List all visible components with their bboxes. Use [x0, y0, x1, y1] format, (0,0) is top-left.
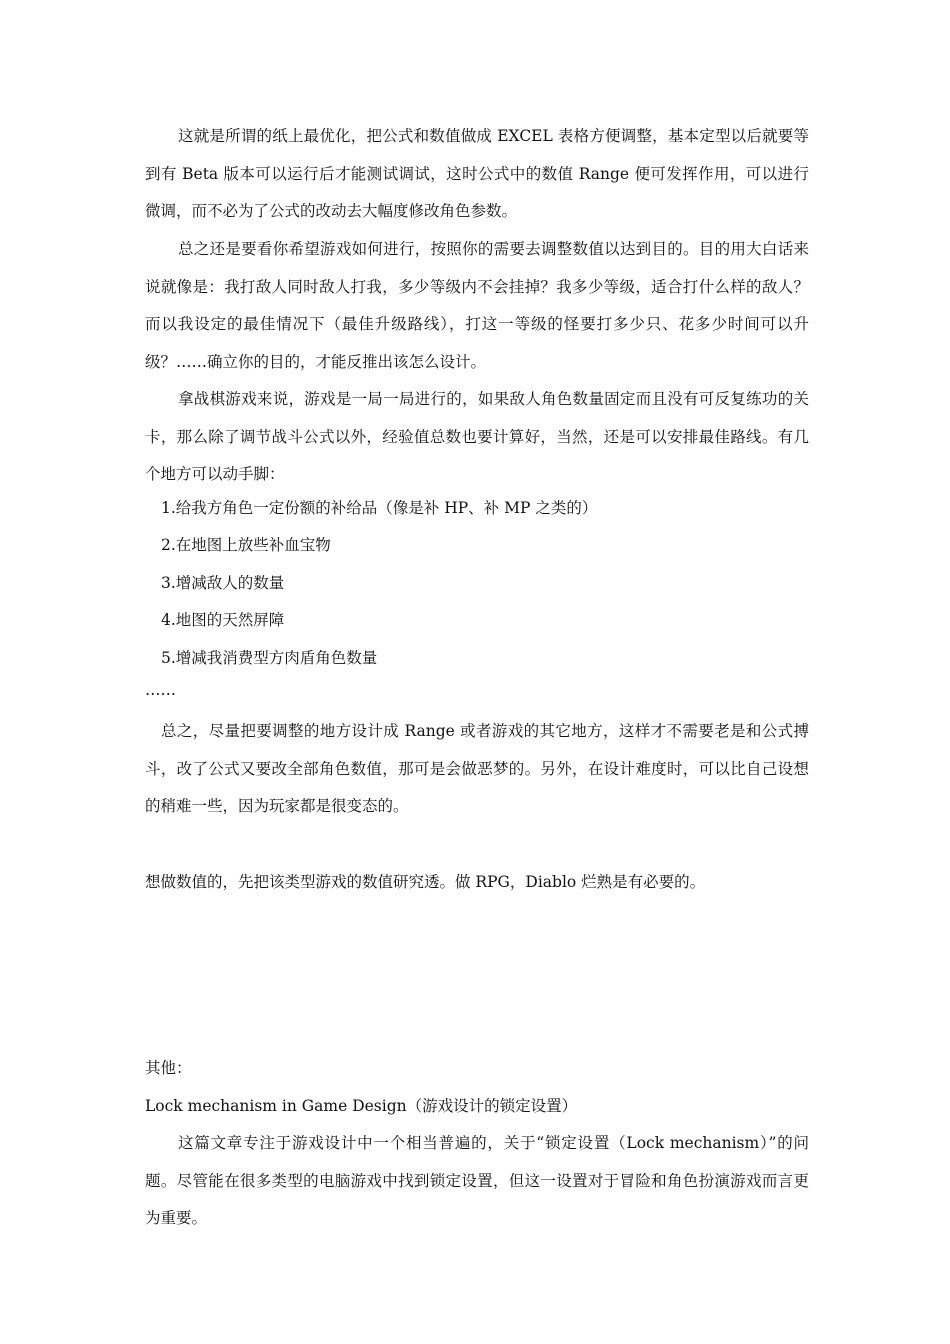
paragraph-strategy-games: 拿战棋游戏来说，游戏是一局一局进行的，如果敌人角色数量固定而且没有可反复练功的关卡，那么除了调节战斗公式以外，经验值总数也要计算好，当然，还是可以安排最佳路线。有几个地方可以动手脚： — [145, 390, 809, 483]
article-title: Lock mechanism in Game Design（游戏设计的锁定设置） — [145, 1097, 578, 1115]
list-item: 5.增减我消费型方肉盾角色数量 — [161, 649, 378, 667]
paragraph-excel-optimization: 这就是所谓的纸上最优化，把公式和数值做成 EXCEL 表格方便调整，基本定型以后就要等到有 Beta 版本可以运行后才能测试调试，这时公式中的数值 Range 便可发挥作用，可以进行微调，而不必为了公式的改动去大幅度修改角色参数。 — [145, 127, 809, 220]
paragraph-advice: 想做数值的，先把该类型游戏的数值研究透。做 RPG，Diablo 烂熟是有必要的。 — [145, 873, 706, 891]
list-item: 1.给我方角色一定份额的补给品（像是补 HP、补 MP 之类的） — [161, 499, 598, 517]
paragraph-design-goals: 总之还是要看你希望游戏如何进行，按照你的需要去调整数值以达到目的。目的用大白话来说就像是：我打敌人同时敌人打我，多少等级内不会挂掉？我多少等级，适合打什么样的敌人？而以我设定的最佳情况下（最佳升级路线），打这一等级的怪要打多少只、花多少时间可以升级？……确立你的目的，才能反推出该怎么设计。 — [145, 240, 809, 371]
list-item: 4.地图的天然屏障 — [161, 611, 285, 629]
list-item: 2.在地图上放些补血宝物 — [161, 536, 331, 554]
paragraph-summary: 总之，尽量把要调整的地方设计成 Range 或者游戏的其它地方，这样才不需要老是和公式搏斗，改了公式又要改全部角色数值，那可是会做恶梦的。另外，在设计难度时，可以比自己设想的稍难一些，因为玩家都是很变态的。 — [145, 722, 809, 815]
section-heading-other: 其他： — [145, 1059, 192, 1077]
ellipsis-line: …… — [145, 681, 176, 699]
list-item: 3.增减敌人的数量 — [161, 574, 285, 592]
paragraph-article-intro: 这篇文章专注于游戏设计中一个相当普遍的，关于“锁定设置（Lock mechanism）”的问题。尽管能在很多类型的电脑游戏中找到锁定设置，但这一设置对于冒险和角色扮演游戏而言更为重要。 — [145, 1134, 809, 1227]
